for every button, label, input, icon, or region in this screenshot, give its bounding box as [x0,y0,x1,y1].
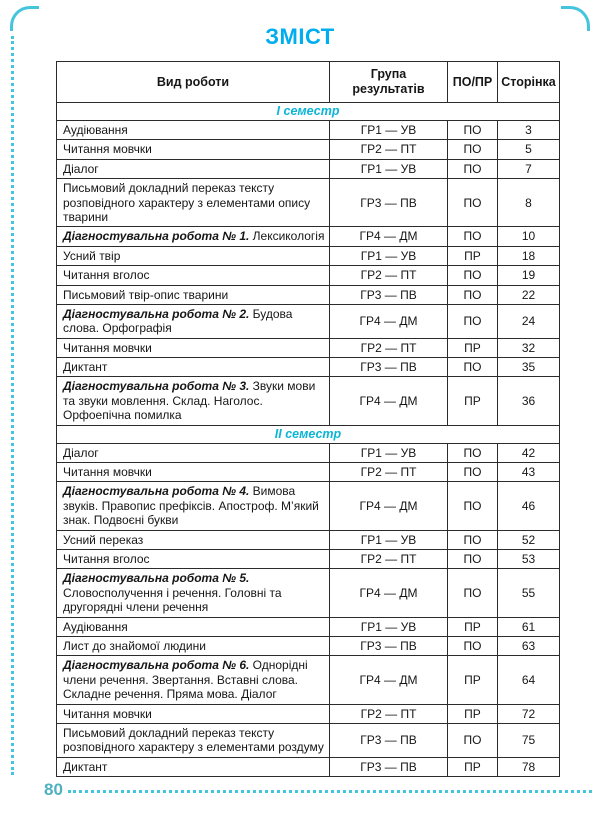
assessment-cell: ПР [448,704,498,723]
group-cell: ГР2 — ПТ [330,266,448,285]
semester-label: І семестр [57,103,560,121]
group-cell: ГР1 — УВ [330,530,448,549]
group-cell: ГР2 — ПТ [330,549,448,568]
work-cell: Діагностувальна робота № 1. Лексикологія [57,227,330,246]
column-header-work: Вид роботи [57,62,330,103]
table-row [57,569,560,617]
semester-section-row [57,103,560,121]
group-cell: ГР3 — ПВ [330,358,448,377]
work-cell: Аудіювання [57,121,330,140]
assessment-cell: ПО [448,569,498,617]
table-row [57,656,560,704]
page-cell: 3 [498,121,560,140]
work-cell: Письмовий докладний переказ тексту розповідного характеру з елементами роздуму [57,723,330,757]
page-cell: 46 [498,482,560,530]
group-cell: ГР4 — ДМ [330,656,448,704]
table-row [57,463,560,482]
page-cell: 43 [498,463,560,482]
column-header-group: Група результатів [330,62,448,103]
work-title-bold: Діагностувальна робота № 1. [63,229,253,244]
work-title-bold: Діагностувальна робота № 4. [63,484,253,499]
assessment-cell: ПО [448,463,498,482]
group-cell: ГР4 — ДМ [330,377,448,425]
table-row [57,377,560,425]
table-row [57,358,560,377]
page-cell: 52 [498,530,560,549]
semester-section-row [57,425,560,443]
table-header-row [57,62,560,103]
work-title-bold: Діагностувальна робота № 3. [63,379,253,394]
page-cell: 19 [498,266,560,285]
page-cell: 72 [498,704,560,723]
table-row [57,285,560,304]
work-cell: Діагностувальна робота № 6. Однорідні члени речення. Звертання. Вставні слова. Складне речення. Пряма мова. Діалог [57,656,330,704]
page-cell: 10 [498,227,560,246]
page-cell: 55 [498,569,560,617]
assessment-cell: ПО [448,266,498,285]
table-row [57,482,560,530]
table-row [57,530,560,549]
page-cell: 8 [498,179,560,227]
page-cell: 53 [498,549,560,568]
dotted-border-bottom [68,790,592,793]
work-cell: Диктант [57,358,330,377]
page-cell: 64 [498,656,560,704]
group-cell: ГР3 — ПВ [330,285,448,304]
work-cell: Аудіювання [57,617,330,636]
assessment-cell: ПО [448,443,498,462]
work-cell: Діалог [57,443,330,462]
work-cell: Читання вголос [57,549,330,568]
assessment-cell: ПО [448,140,498,159]
page-number: 80 [44,780,63,799]
group-cell: ГР2 — ПТ [330,338,448,357]
work-cell: Читання мовчки [57,704,330,723]
table-row [57,179,560,227]
group-cell: ГР4 — ДМ [330,569,448,617]
group-cell: ГР3 — ПВ [330,757,448,776]
assessment-cell: ПО [448,358,498,377]
work-cell: Диктант [57,757,330,776]
page-cell: 78 [498,757,560,776]
assessment-cell: ПО [448,179,498,227]
group-cell: ГР1 — УВ [330,617,448,636]
table-row [57,159,560,178]
work-cell: Діагностувальна робота № 3. Звуки мови та звуки мовлення. Склад. Наголос. Орфоепічна помилка [57,377,330,425]
table-row [57,636,560,655]
page-cell: 35 [498,358,560,377]
assessment-cell: ПО [448,285,498,304]
work-cell: Читання вголос [57,266,330,285]
group-cell: ГР1 — УВ [330,159,448,178]
work-cell: Усний переказ [57,530,330,549]
work-cell: Діагностувальна робота № 2. Будова слова. Орфографія [57,304,330,338]
table-row [57,121,560,140]
group-cell: ГР4 — ДМ [330,227,448,246]
table-row [57,266,560,285]
table-row [57,304,560,338]
work-cell: Читання мовчки [57,140,330,159]
toc-table-body [57,103,560,777]
page-cell: 24 [498,304,560,338]
page-cell: 42 [498,443,560,462]
table-row [57,227,560,246]
column-header-assessment: ПО/ПР [448,62,498,103]
semester-label: ІІ семестр [57,425,560,443]
group-cell: ГР2 — ПТ [330,704,448,723]
table-row [57,338,560,357]
column-header-page: Сторінка [498,62,560,103]
assessment-cell: ПО [448,482,498,530]
work-title-bold: Діагностувальна робота № 6. [63,658,253,673]
work-title-bold: Діагностувальна робота № 2. [63,306,253,321]
assessment-cell: ПО [448,159,498,178]
group-cell: ГР4 — ДМ [330,482,448,530]
work-cell: Діагностувальна робота № 4. Вимова звуків. Правопис префіксів. Апостроф. М’який знак. Подвоєні букви [57,482,330,530]
table-row [57,617,560,636]
assessment-cell: ПО [448,227,498,246]
table-row [57,140,560,159]
dotted-border-left [11,36,14,775]
group-cell: ГР3 — ПВ [330,179,448,227]
assessment-cell: ПР [448,246,498,265]
work-title-bold: Діагностувальна робота № 5. [63,571,250,586]
work-cell: Діалог [57,159,330,178]
work-cell: Діагностувальна робота № 5. Словосполучення і речення. Головні та другорядні члени речення [57,569,330,617]
work-cell: Читання мовчки [57,463,330,482]
assessment-cell: ПР [448,377,498,425]
assessment-cell: ПР [448,656,498,704]
work-cell: Усний твір [57,246,330,265]
assessment-cell: ПО [448,121,498,140]
assessment-cell: ПР [448,338,498,357]
table-row [57,246,560,265]
page-cell: 7 [498,159,560,178]
table-row [57,443,560,462]
work-cell: Письмовий докладний переказ тексту розповідного характеру з елементами опису тварини [57,179,330,227]
assessment-cell: ПО [448,549,498,568]
page-cell: 32 [498,338,560,357]
assessment-cell: ПО [448,304,498,338]
page-cell: 63 [498,636,560,655]
table-row [57,723,560,757]
page-cell: 61 [498,617,560,636]
page-title: ЗМІСТ [265,24,335,49]
group-cell: ГР1 — УВ [330,246,448,265]
group-cell: ГР3 — ПВ [330,723,448,757]
assessment-cell: ПР [448,757,498,776]
group-cell: ГР1 — УВ [330,443,448,462]
page-cell: 18 [498,246,560,265]
group-cell: ГР2 — ПТ [330,140,448,159]
assessment-cell: ПО [448,723,498,757]
work-cell: Письмовий твір-опис тварини [57,285,330,304]
group-cell: ГР4 — ДМ [330,304,448,338]
table-row [57,757,560,776]
page-cell: 75 [498,723,560,757]
page-cell: 5 [498,140,560,159]
work-cell: Читання мовчки [57,338,330,357]
table-row [57,704,560,723]
group-cell: ГР1 — УВ [330,121,448,140]
page-cell: 22 [498,285,560,304]
page-cell: 36 [498,377,560,425]
group-cell: ГР2 — ПТ [330,463,448,482]
group-cell: ГР3 — ПВ [330,636,448,655]
assessment-cell: ПО [448,636,498,655]
assessment-cell: ПО [448,530,498,549]
work-cell: Лист до знайомої людини [57,636,330,655]
assessment-cell: ПР [448,617,498,636]
toc-table [56,61,560,777]
table-row [57,549,560,568]
